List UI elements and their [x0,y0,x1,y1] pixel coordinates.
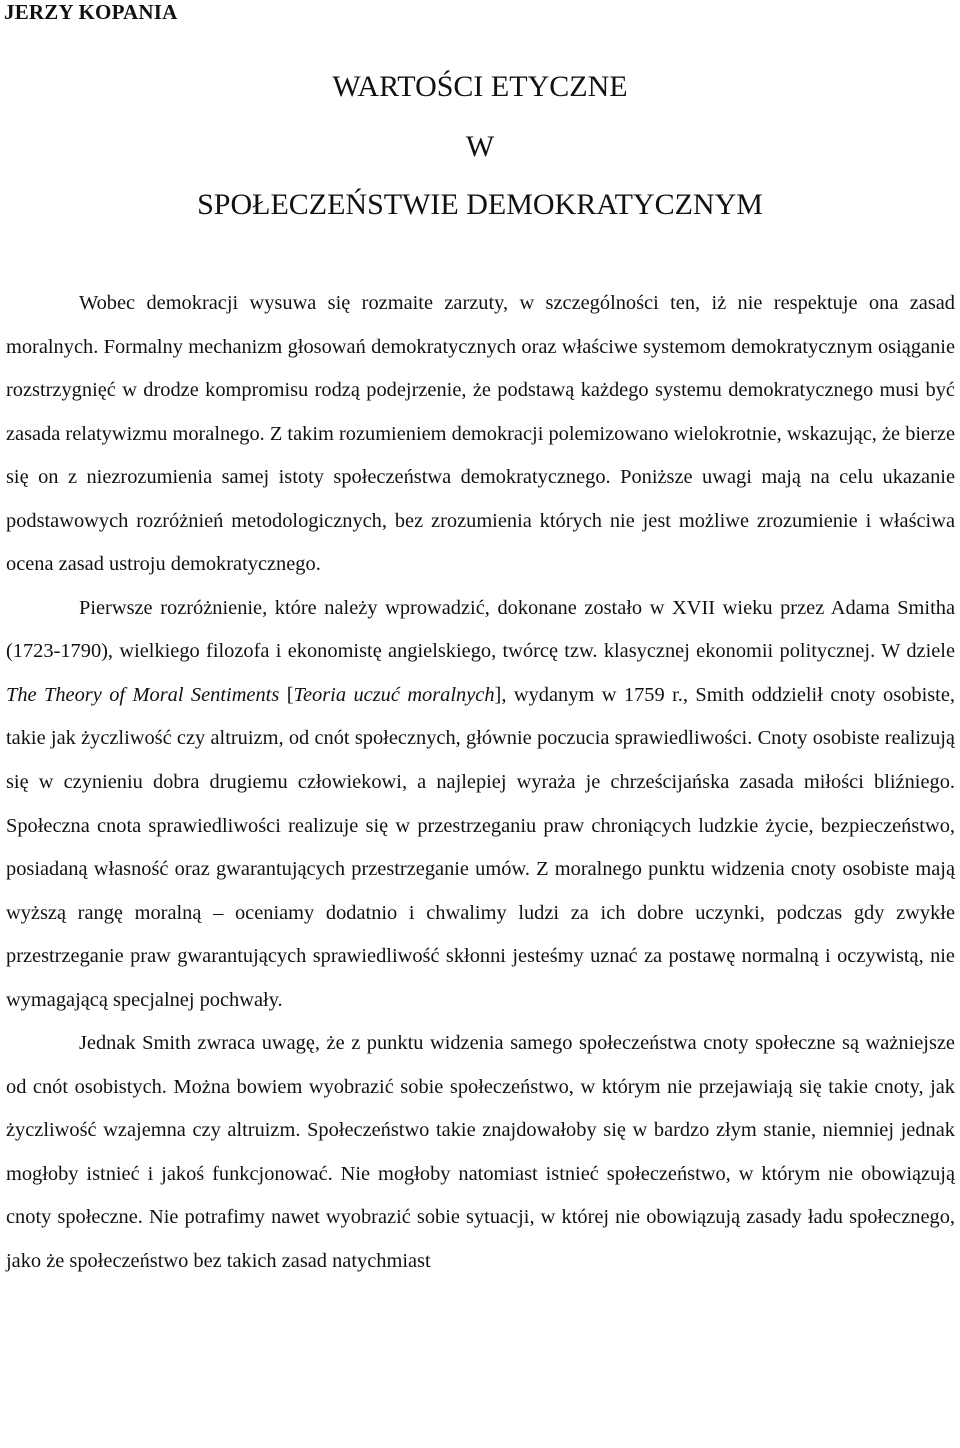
title-line-2: W [465,130,495,163]
paragraph-2-text-b: [ [279,683,294,706]
book-title-english: The Theory of Moral Sentiments [6,683,280,706]
paragraph-2-text-a: Pierwsze rozróżnienie, które należy wprowadzić, dokonane zostało w XVII wieku przez Adama Smitha (1723-1790), wielkiego filozofa i ekonomistę angielskiego, twórcę tzw. klasycznej ekonomii politycznej. W dziele [6,596,955,663]
body-text [6,282,955,1284]
paragraph-2 [6,587,955,1022]
paragraph-3: Jednak Smith zwraca uwagę, że z punktu widzenia samego społeczeństwa cnoty społeczne są ważniejsze od cnót osobistych. Można bowiem wyobrazić sobie społeczeństwo, w którym nie przejawiają się takie cnoty, jak życzliwość wzajemna czy altruizm. Społeczeństwo takie znajdowałoby się w bardzo złym stanie, niemniej jednak mogłoby istnieć i jakoś funkcjonować. Nie mogłoby natomiast istnieć społeczeństwo, w którym nie obowiązują cnoty społeczne. Nie potrafimy nawet wyobrazić sobie sytuacji, w której nie obowiązują zasady ładu społecznego, jako że społeczeństwo bez takich zasad natychmiast [6,1032,955,1273]
paragraph-2-text-c: ], wydanym w 1759 r., Smith oddzielił cnoty osobiste, takie jak życzliwość czy altruizm, od cnót społecznych, głównie poczucia sprawiedliwości. Cnoty osobiste realizują się w czynieniu dobra drugiemu człowiekowi, a najlepiej wyraża je chrześcijańska zasada miłości bliźniego. Społeczna cnota sprawiedliwości realizuje się w przestrzeganiu praw chroniących ludzkie życie, bezpieczeństwo, posiadaną własność oraz gwarantujących przestrzeganie umów. Z moralnego punktu widzenia cnoty osobiste mają wyższą rangę moralną – oceniamy dodatnio i chwalimy ludzi za ich dobre uczynki, podczas gdy zwykłe przestrzeganie praw gwarantujących sprawiedliwość skłonni jesteśmy uznać za postawę normalną i oczywistą, nie wymagającą specjalnej pochwały. [6,683,955,1011]
title-line-3: SPOŁECZEŃSTWIE DEMOKRATYCZNYM [197,188,763,221]
paragraph-1: Wobec demokracji wysuwa się rozmaite zarzuty, w szczególności ten, iż nie respektuje ona zasad moralnych. Formalny mechanizm głosowań demokratycznych oraz właściwe systemom demokratycznym osiąganie rozstrzygnięć w drodze kompromisu rodzą podejrzenie, że podstawą każdego systemu demokratycznego musi być zasada relatywizmu moralnego. Z takim rozumieniem demokracji polemizowano wielokrotnie, wskazując, że bierze się on z niezrozumienia samej istoty społeczeństwa demokratycznego. Poniższe uwagi mają na celu ukazanie podstawowych rozróżnień metodologicznych, bez zrozumienia których nie jest możliwe zrozumienie i właściwa ocena zasad ustroju demokratycznego. [6,292,955,576]
title-line-1: WARTOŚCI ETYCZNE [332,70,628,103]
author-name: JERZY KOPANIA [4,0,178,24]
book-title-polish: Teoria uczuć moralnych [293,683,495,706]
